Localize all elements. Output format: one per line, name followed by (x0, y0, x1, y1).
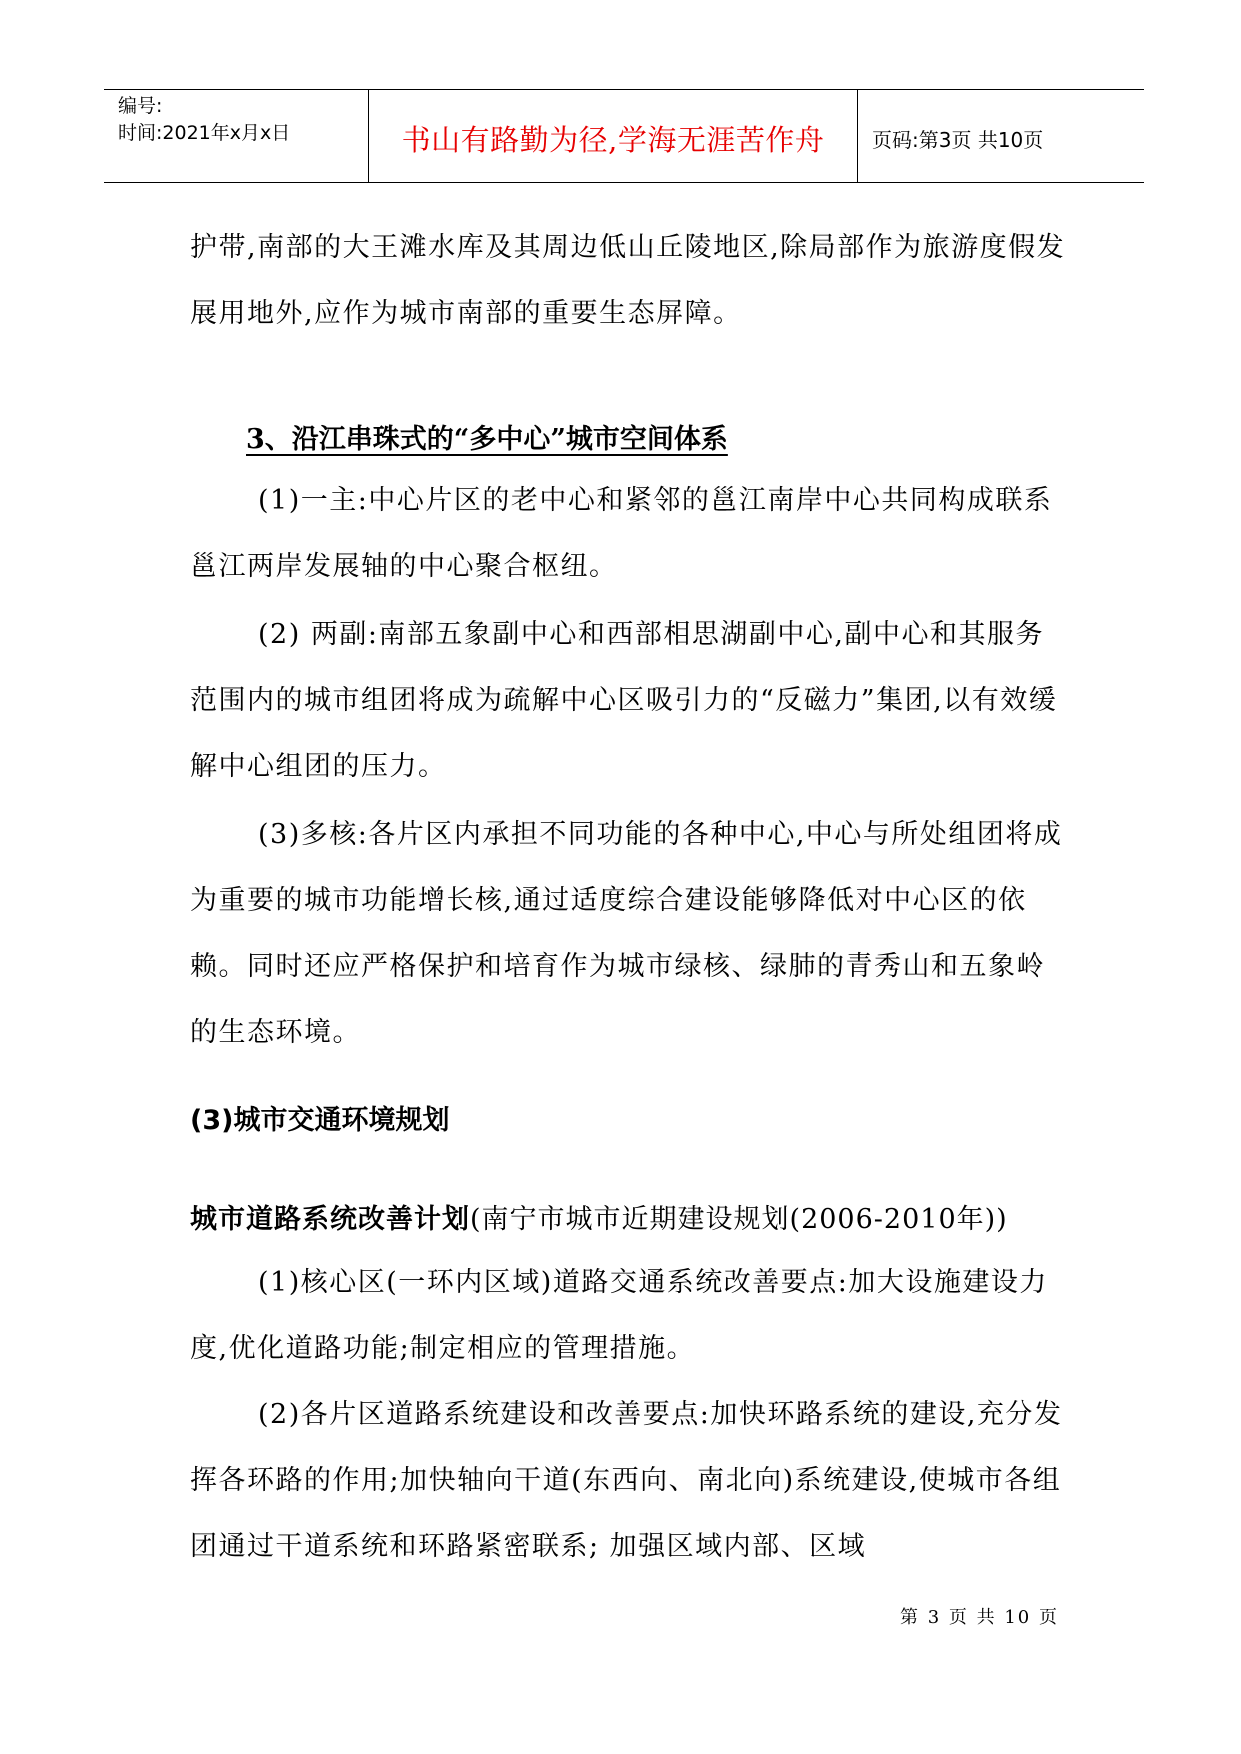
footer-page-info: 第 3 页 共 10 页 (900, 1607, 1059, 1628)
body-paragraph-3: (2) 两副:南部五象副中心和西部相思湖副中心,副中心和其服务范围内的城市组团将成为疏解中心区吸引力的“反磁力”集团,以有效缓解中心组团的压力。 (190, 619, 1058, 782)
header-motto: 书山有路勤为径,学海无涯苦作舟 (401, 123, 825, 157)
document-code-label: 编号: (118, 95, 163, 117)
header-top-rule (104, 89, 1144, 90)
body-paragraph-4: (3)多核:各片区内承担不同功能的各种中心,中心与所处组团将成为重要的城市功能增长核,通过适度综合建设能够降低对中心区的依赖。同时还应严格保护和培育作为城市绿核、绿肺的青秀山和五象岭的生态环境。 (190, 819, 1063, 1048)
header-page-info: 页码:第3页 共10页 (872, 128, 1044, 152)
plan-title-source: (南宁市城市近期建设规划(2006-2010年)) (470, 1204, 1008, 1235)
header-divider-right (857, 89, 858, 182)
header-bottom-rule (104, 182, 1144, 183)
body-paragraph-6: (2)各片区道路系统建设和改善要点:加快环路系统的建设,充分发挥各环路的作用;加快轴向干道(东西向、南北向)系统建设,使城市各组团通过干道系统和环路紧密联系; 加强区域内部、区域 (190, 1399, 1063, 1562)
section-heading-3: 3、沿江串珠式的“多中心”城市空间体系 (246, 424, 728, 455)
body-paragraph-1: 护带,南部的大王滩水库及其周边低山丘陵地区,除局部作为旅游度假发展用地外,应作为城市南部的重要生态屏障。 (190, 232, 1066, 329)
header-meta (118, 93, 290, 147)
body-paragraph-2: (1)一主:中心片区的老中心和紧邻的邕江南岸中心共同构成联系邕江两岸发展轴的中心聚合枢纽。 (190, 485, 1053, 582)
document-time-label: 时间:2021年x月x日 (118, 122, 291, 144)
plan-title-bold: 城市道路系统改善计划 (190, 1204, 470, 1235)
body-paragraph-5: (1)核心区(一环内区域)道路交通系统改善要点:加大设施建设力度,优化道路功能;制定相应的管理措施。 (190, 1267, 1048, 1364)
plan-title (190, 1197, 1008, 1236)
header-divider-left (368, 89, 369, 182)
subsection-heading: (3)城市交通环境规划 (190, 1105, 450, 1136)
